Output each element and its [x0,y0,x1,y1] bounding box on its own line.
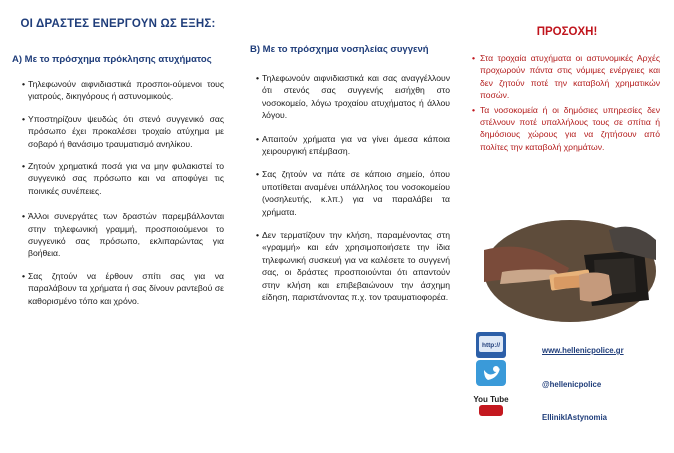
bullet-icon: • [22,270,26,281]
list-item: • Τα νοσοκομεία ή οι δημόσιες υπηρεσίες δεν στέλνουν ποτέ υπαλλήλους τους σε σπίτια ή δημόσιους χώρους για να ζητήσουν από πολίτες την καταβολή χρημάτων. [472,104,660,152]
svg-text:You Tube: You Tube [473,395,509,404]
main-title: ΟΙ ΔΡΑΣΤΕΣ ΕΝΕΡΓΟΥΝ ΩΣ ΕΞΗΣ: [20,18,216,30]
bullet-icon: • [256,73,260,83]
twitter-handle[interactable]: @hellenicpolice [542,380,602,389]
twitter-row [476,360,506,386]
bullet-icon: • [256,133,260,144]
bullet-icon: • [472,104,476,115]
column-warning [460,0,674,453]
hospital-tactics-list [256,72,450,315]
column-accident-pretext [0,0,236,453]
warning-list [472,52,660,155]
hands-wallet-illustration [484,220,656,322]
youtube-icon [473,392,509,418]
list-item: • Άλλοι συνεργάτες των δραστών παρεμβάλλονται στην τηλεφωνική γραμμή, προσποιούμενοι το συγγενικό σας πρόσωπο, εκλιπαρώντας για βοήθεια. [22,211,224,259]
list-item: • Τηλεφωνούν αιφνιδιαστικά και σας αναγγέλλουν ότι στενός σας συγγενής εισήχθη στο νοσοκομείο, λόγω τροχαίου ατυχήματος ή άλλου λόγου. [256,73,450,121]
bullet-icon: • [22,113,26,124]
list-item: • Στα τροχαία ατυχήματα οι αστυνομικές Αρχές προχωρούν πάντα στις νόμιμες ενέργειες και δεν ζητούν ποτέ την καταβολή χρηματικών ποσών. [472,53,660,101]
list-item: • Σας ζητούν να έρθουν σπίτι σας για να παραλάβουν τα χρήματα ή σας δίνουν ραντεβού σε καθορισμένο τόπο και χρόνο. [22,270,224,306]
section-title-hospital: Β) Με το πρόσχημα νοσηλείας συγγενή [250,44,429,55]
list-item: • Δεν τερματίζουν την κλήση, παραμένοντας στη «γραμμή» και εάν χρησιμοποιήσετε την ίδια τηλεφωνική συσκευή για να καλέσετε το συγγενή σας, οι δράστες προσποιούνται ότι απαντούν στην κλήση και επιβεβαιώνουν την άσχημη είδηση, παριστάνοντας π.χ. τον τραυματιοφορέα. [256,230,450,303]
warning-title: ΠΡΟΣΟΧΗ! [536,26,598,38]
svg-text:http://: http:// [481,342,501,349]
youtube-channel[interactable]: ElliniklAstynomia [542,413,607,422]
bullet-icon: • [256,230,260,241]
column-hospital-pretext [236,0,460,453]
website-icon [476,332,506,358]
accident-tactics-list [22,78,224,317]
bullet-icon: • [22,211,26,222]
bullet-icon: • [472,53,476,63]
website-link[interactable]: www.hellenicpolice.gr [542,346,624,355]
list-item: • Τηλεφωνούν αιφνιδιαστικά προσποι-ούμενοι τους γιατρούς, δικηγόρους ή αστυνομικούς. [22,79,224,102]
list-item: • Ζητούν χρηματικά ποσά για να μην φυλακιστεί το συγγενικό σας πρόσωπο και να αποφύγει τις ποινικές συνέπειες. [22,161,224,196]
list-item: • Απαιτούν χρήματα για να γίνει άμεσα κάποια χειρουργική επέμβαση. [256,133,450,157]
twitter-icon [476,360,506,386]
bullet-icon: • [22,79,26,89]
bullet-icon: • [256,169,260,180]
bullet-icon: • [22,161,26,172]
section-title-accident: Α) Με το πρόσχημα πρόκλησης ατυχήματος [12,54,212,65]
money-handover-photo [484,220,656,322]
list-item: • Υποστηρίζουν ψευδώς ότι στενό συγγενικό σας πρόσωπο έχει προκαλέσει τροχαίο ατύχημα με σοβαρό ή θανάσιμο τραυματισμό ανηλίκου. [22,113,224,149]
youtube-row [473,392,509,418]
website-row [476,332,506,358]
list-item: • Σας ζητούν να πάτε σε κάποιο σημείο, όπου υποτίθεται αναμένει υπάλληλος του νοσοκομείου (νοσηλευτής, κ.λπ.) για να παραλάβει τα χρήματα. [256,169,450,217]
